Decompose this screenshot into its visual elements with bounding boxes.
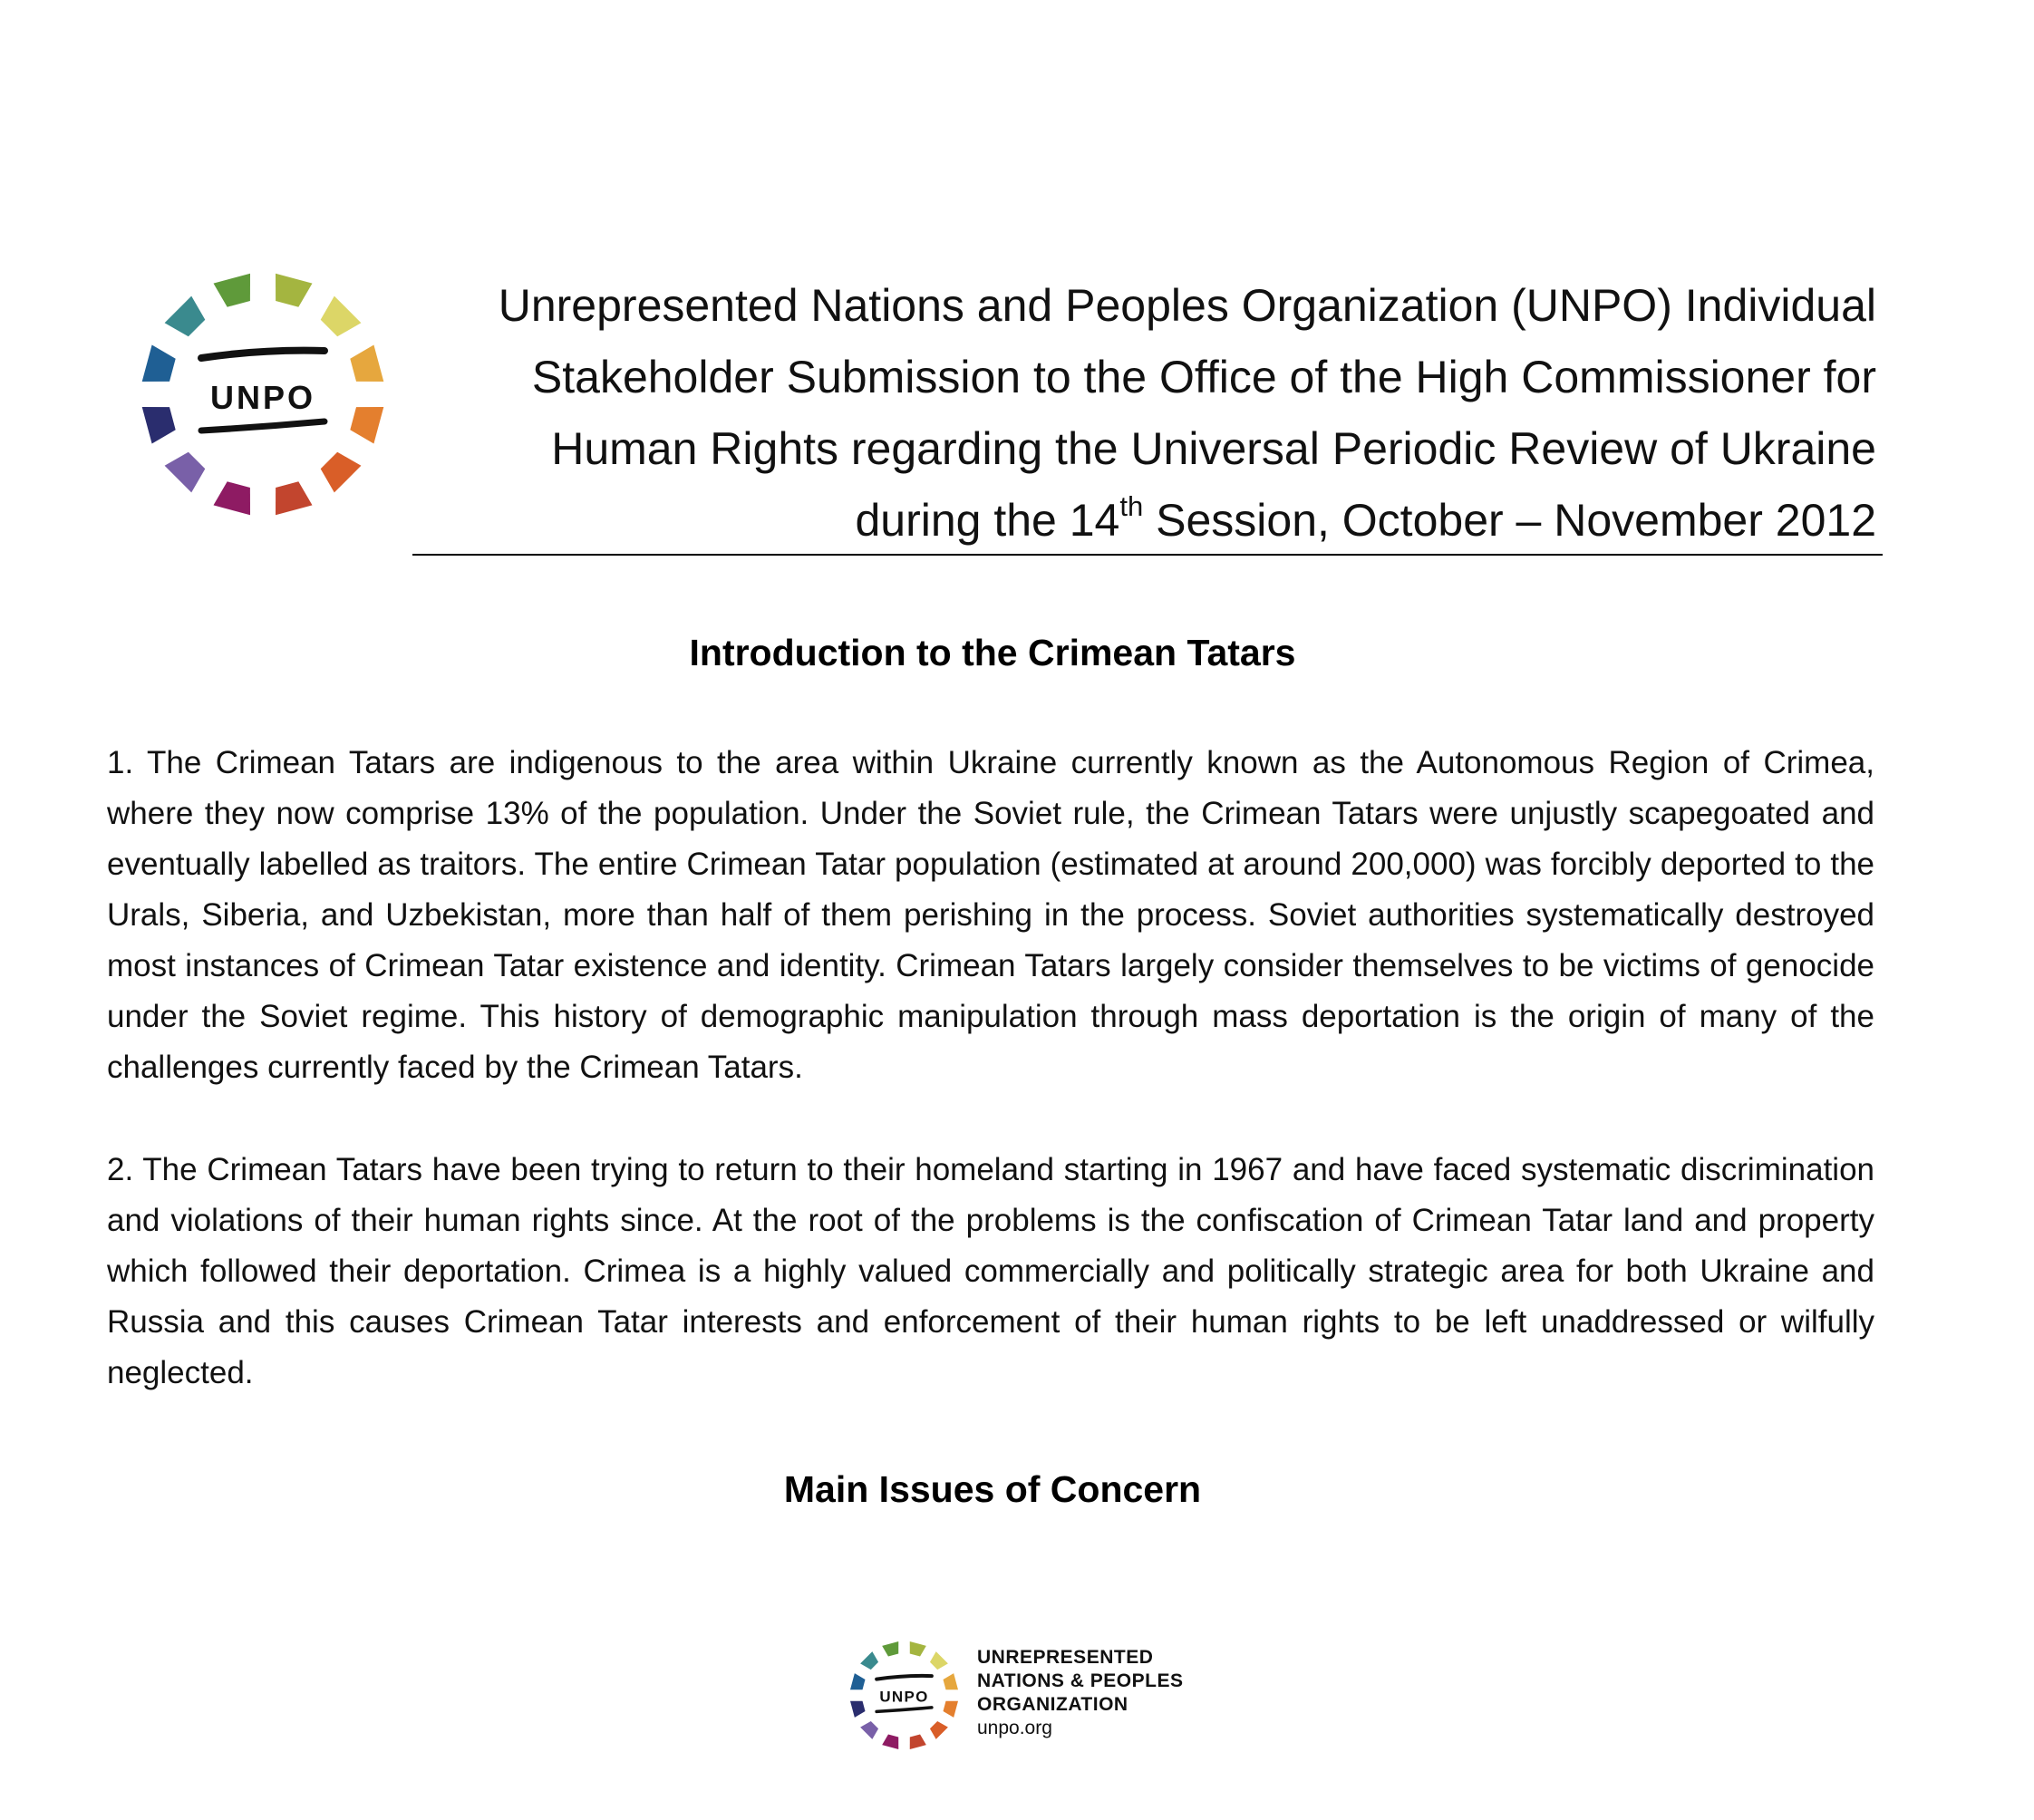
logo-ring-segment bbox=[930, 1651, 948, 1670]
footer-line-3: ORGANIZATION bbox=[977, 1694, 1128, 1715]
logo-ring-segment bbox=[321, 296, 362, 337]
logo-ring-segment bbox=[165, 452, 206, 493]
unpo-logo-icon bbox=[136, 267, 390, 521]
footer-line-1: UNREPRESENTED bbox=[977, 1647, 1154, 1668]
logo-ring-segment bbox=[943, 1673, 958, 1689]
paragraph-1: 1. The Crimean Tatars are indigenous to the area within Ukraine currently known as the Autonomous Region of Crimea, where they now comprise 13% of the population. Under the Soviet rule, the Crimean Tatars were unjustly scapegoated and eventually labelled as traitors. The entire Crimean Tatar population (estimated at around 200,000) was forcibly deported to the Urals, Siberia, and Uzbekistan, more than half of them perishing in the process. Soviet authorities systematically destroyed most instances of Crimean Tatar existence and identity. Crimean Tatars largely consider themselves to be victims of genocide under the Soviet regime. This history of demographic manipulation through mass deportation is the origin of many of the challenges currently faced by the Crimean Tatars. bbox=[107, 745, 1874, 1085]
footer-line-2: NATIONS & PEOPLES bbox=[977, 1670, 1184, 1691]
logo-ring-segment bbox=[321, 452, 362, 493]
logo-ring-segment bbox=[850, 1673, 866, 1689]
logo-ring-segment bbox=[350, 345, 383, 382]
title-line-3: Human Rights regarding the Universal Periodic Review of Ukraine bbox=[551, 423, 1876, 474]
title-line-2: Stakeholder Submission to the Office of the High Commissioner for bbox=[531, 352, 1876, 402]
logo-ring-segment bbox=[860, 1721, 878, 1739]
logo-ring-segment bbox=[214, 481, 251, 515]
document-title bbox=[412, 270, 1876, 562]
title-divider bbox=[412, 554, 1883, 556]
section-heading-main-issues: Main Issues of Concern bbox=[783, 1468, 1202, 1510]
logo-ring-segment bbox=[276, 481, 313, 515]
logo-ring-segment bbox=[350, 407, 383, 444]
logo-ring-segment bbox=[910, 1641, 926, 1657]
title-superscript: th bbox=[1119, 490, 1144, 522]
logo-text: UNPO bbox=[209, 379, 316, 416]
title-line-4 bbox=[412, 485, 1876, 562]
logo-ring-segment bbox=[214, 274, 251, 307]
footer-organization-name bbox=[977, 1646, 1183, 1740]
logo-ring-segment bbox=[850, 1701, 866, 1718]
logo-ring-segment bbox=[910, 1734, 926, 1749]
logo-ring-segment bbox=[142, 345, 176, 382]
logo-ring-segment bbox=[165, 296, 206, 337]
title-line-1: Unrepresented Nations and Peoples Organization (UNPO) Individual bbox=[498, 280, 1876, 331]
title-line-4-start: during the 14 bbox=[855, 495, 1120, 546]
paragraph-2: 2. The Crimean Tatars have been trying to return to their homeland starting in 1967 and have faced systematic discrimination and violations of their human rights since. At the root of the problems is the confiscation of Crimean Tatar land and property which followed their deportation. Crimea is a highly valued commercially and politically strategic area for both Ukraine and Russia and this causes Crimean Tatar interests and enforcement of their human rights to be left unaddressed or wilfully neglected. bbox=[107, 1152, 1874, 1390]
footer-logo bbox=[848, 1639, 961, 1752]
footer-logo-text: UNPO bbox=[879, 1688, 929, 1706]
title-line-4-end: Session, October – November 2012 bbox=[1143, 495, 1876, 546]
logo-ring-segment bbox=[142, 407, 176, 444]
logo-ring-segment bbox=[882, 1641, 898, 1657]
logo-ring-segment bbox=[930, 1721, 948, 1739]
section-heading-introduction: Introduction to the Crimean Tatars bbox=[689, 632, 1296, 673]
footer-url: unpo.org bbox=[977, 1718, 1052, 1738]
logo-ring-segment bbox=[943, 1701, 958, 1718]
logo-ring-segment bbox=[276, 274, 313, 307]
unpo-logo bbox=[136, 267, 390, 521]
logo-ring-segment bbox=[860, 1651, 878, 1670]
unpo-footer-logo-icon bbox=[848, 1639, 961, 1752]
logo-ring-segment bbox=[882, 1734, 898, 1749]
